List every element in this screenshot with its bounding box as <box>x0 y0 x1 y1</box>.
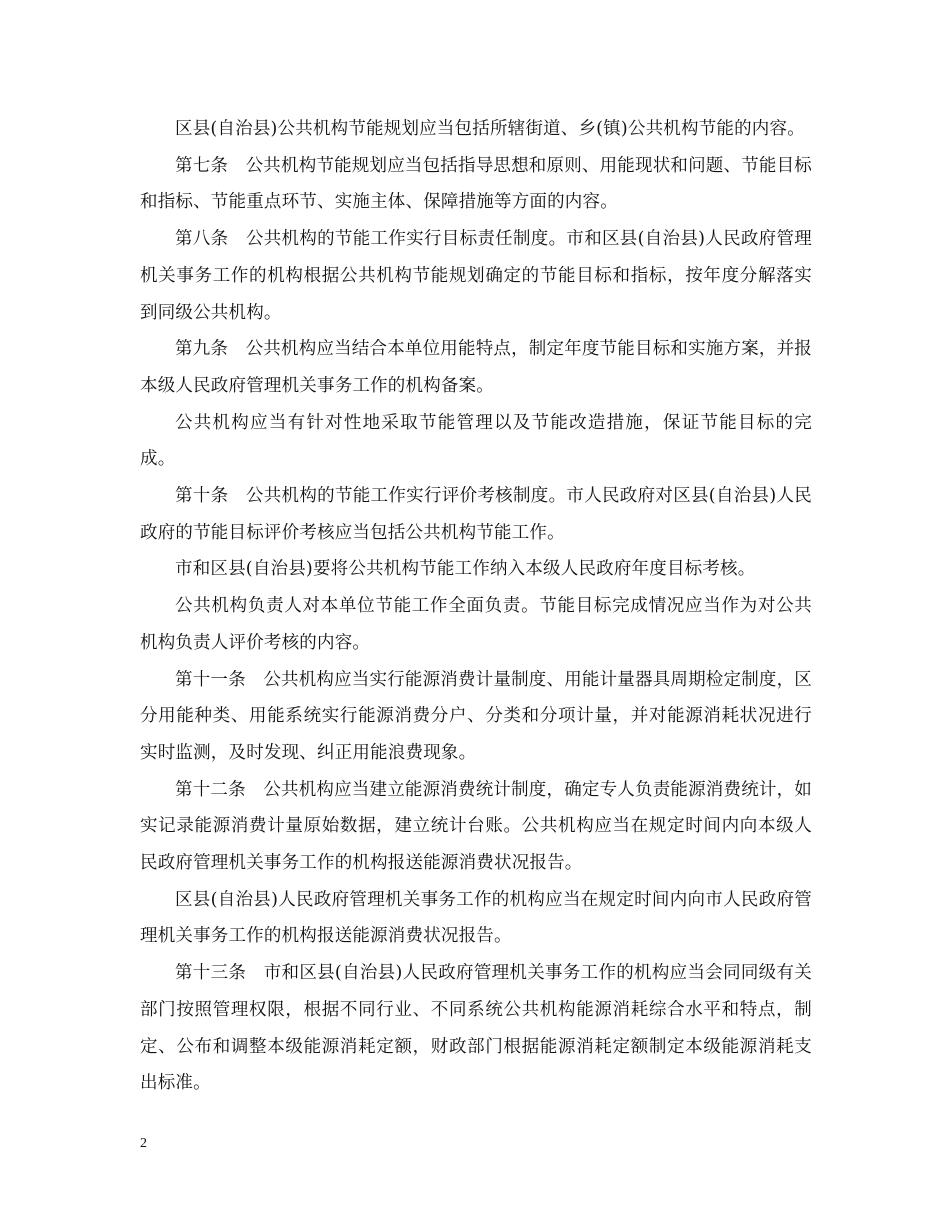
article-number: 第十三条 <box>175 963 247 984</box>
paragraph-text: 公共机构应当结合本单位用能特点，制定年度节能目标和实施方案，并报本级人民政府管理机关事务工作的机构备案。 <box>140 339 813 396</box>
paragraph-text: 市和区县(自治县)要将公共机构节能工作纳入本级人民政府年度目标考核。 <box>175 559 756 580</box>
paragraph <box>140 331 812 404</box>
paragraph <box>140 221 812 331</box>
paragraph-text: 区县(自治县)公共机构节能规划应当包括所辖街道、乡(镇)公共机构节能的内容。 <box>175 119 805 139</box>
paragraph-text: 公共机构应当建立能源消费统计制度，确定专人负责能源消费统计，如实记录能源消费计量原始数据，建立统计台账。公共机构应当在规定时间内向本级人民政府管理机关事务工作的机构报送能源消费状况报告。 <box>140 779 813 874</box>
article-number: 第七条 <box>175 155 229 176</box>
paragraph <box>140 882 812 955</box>
paragraph <box>140 955 812 1102</box>
paragraph-text: 公共机构的节能工作实行评价考核制度。市人民政府对区县(自治县)人民政府的节能目标评价考核应当包括公共机构节能工作。 <box>140 486 812 543</box>
page-number: 2 <box>140 1136 147 1151</box>
paragraph <box>140 588 812 661</box>
paragraph <box>140 662 812 772</box>
paragraph-text: 公共机构应当有针对性地采取节能管理以及节能改造措施，保证节能目标的完成。 <box>140 412 812 470</box>
paragraph <box>140 405 812 478</box>
paragraph <box>140 478 812 551</box>
article-number: 第十一条 <box>175 669 246 690</box>
paragraph-text: 区县(自治县)人民政府管理机关事务工作的机构应当在规定时间内向市人民政府管理机关事务工作的机构报送能源消费状况报告。 <box>140 889 812 947</box>
paragraph-text: 市和区县(自治县)人民政府管理机关事务工作的机构应当会同同级有关部门按照管理权限，根据不同行业、不同系统公共机构能源消耗综合水平和特点，制定、公布和调整本级能源消耗定额，财政部门根据能源消耗定额制定本级能源消耗支出标准。 <box>140 963 812 1094</box>
paragraph-text: 公共机构应当实行能源消费计量制度、用能计量器具周期检定制度，区分用能种类、用能系统实行能源消费分户、分类和分项计量，并对能源消耗状况进行实时监测，及时发现、纠正用能浪费现象。 <box>140 669 813 763</box>
document-body <box>140 111 812 1102</box>
article-number: 第十条 <box>175 486 229 507</box>
paragraph <box>140 551 812 588</box>
article-number: 第九条 <box>175 339 229 360</box>
article-number: 第八条 <box>175 229 229 250</box>
paragraph <box>140 772 812 882</box>
paragraph-text: 公共机构负责人对本单位节能工作全面负责。节能目标完成情况应当作为对公共机构负责人评价考核的内容。 <box>140 596 812 653</box>
paragraph-text: 公共机构节能规划应当包括指导思想和原则、用能现状和问题、节能目标和指标、节能重点环节、实施主体、保障措施等方面的内容。 <box>140 155 813 213</box>
paragraph <box>140 111 812 148</box>
paragraph-text: 公共机构的节能工作实行目标责任制度。市和区县(自治县)人民政府管理机关事务工作的机构根据公共机构节能规划确定的节能目标和指标，按年度分解落实到同级公共机构。 <box>140 229 812 323</box>
paragraph <box>140 148 812 221</box>
article-number: 第十二条 <box>175 779 246 800</box>
